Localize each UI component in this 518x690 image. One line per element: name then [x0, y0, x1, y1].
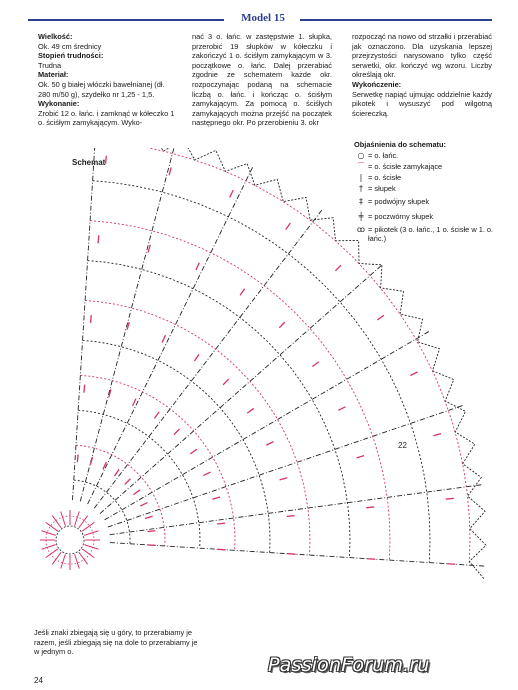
stitch-line: [377, 315, 384, 320]
stitch-line: [196, 263, 199, 270]
stitch-line: [174, 429, 180, 435]
finishing-column: [352, 32, 492, 118]
stitch-line: [169, 168, 171, 176]
center-ring: [56, 526, 84, 554]
stitch-line: [82, 522, 94, 531]
stitch-line: [84, 531, 98, 536]
stitch-line: [266, 442, 273, 445]
stitch-line: [133, 399, 136, 406]
stitch-line: [190, 449, 197, 454]
stitch-line: [433, 434, 441, 436]
spoke-line: [105, 332, 429, 520]
stitch-line: [366, 507, 374, 508]
chain-stitch-icon: ○: [357, 151, 365, 160]
legend-item-text: = o. ścisłe zamykające: [368, 162, 443, 171]
stitch-line: [115, 469, 120, 476]
stitch-line: [77, 454, 78, 462]
legend-item: [354, 162, 494, 171]
stitch-line: [140, 503, 147, 506]
stitch-line: [52, 552, 61, 564]
legend-item-text: = poczwórny słupek: [368, 212, 434, 221]
stitch-line: [212, 497, 220, 499]
stitch-line: [75, 511, 80, 525]
treble-crochet-icon: ‡: [359, 197, 363, 206]
stitch-line: [247, 408, 254, 413]
stitch-line: [230, 190, 233, 197]
slip-stitch-icon: ⌒: [357, 162, 365, 171]
legend-item-text: = pikotek (3 o. łańc., 1 o. ścisłe w 1. o. łańc.): [368, 225, 494, 243]
stitch-line: [218, 549, 226, 550]
stitch-line: [287, 516, 295, 517]
stitch-line: [82, 549, 94, 558]
model-title: Model 15: [241, 12, 285, 24]
page-number: 24: [34, 676, 43, 685]
stitch-line: [312, 362, 319, 367]
stitch-line: [61, 511, 66, 525]
stitch-line: [84, 385, 85, 393]
material-label: Materiał:: [38, 70, 69, 80]
chain-arc: [88, 261, 350, 558]
stitch-line: [148, 531, 156, 532]
stitch-line: [446, 498, 454, 499]
finishing-label: Wykończenie:: [352, 79, 402, 89]
stitch-line: [203, 472, 210, 475]
stitch-line: [217, 523, 225, 524]
double-crochet-icon: †: [359, 184, 363, 193]
spoke-line: [108, 406, 463, 527]
note-text: Jeśli znaki zbiegają się u góry, to przerabiamy je razem, jeśli zbiegają się na dole to przerabiamy je w jednym o.: [34, 628, 198, 657]
legend-item-text: = słupek: [368, 184, 396, 193]
stitch-line: [75, 554, 80, 568]
difficulty-label: Stopień trudności:: [38, 51, 104, 61]
stitch-line: [288, 554, 296, 555]
instructions-continued: nać 3 o. łańc. w zastępstwie 1. słupka, przerobić 19 słupków w kółeczku i zakończyć 1 o. ściśłym zamykającym w 3. początkowe o. łańc. Dalej przerabiać zgodnie ze schematem każde okr. rozpoczynając podaną na schemacie liczbą o. łańc. i kończąc o. ściśłym zamykającym. Za pomocą o. ściśłych zamykających można przejść na początek następnego okr. Po przerobieniu 3. okr: [192, 32, 332, 128]
stitch-line: [106, 156, 107, 164]
chart-label: Schemat: [72, 158, 106, 167]
legend-item-text: = o. łańc.: [368, 151, 399, 160]
picot-icon: ꝏ: [356, 225, 366, 234]
spoke-line: [110, 485, 482, 535]
instructions-label: Wykonanie:: [38, 99, 80, 109]
legend-item: [354, 212, 494, 221]
spoke-line: [100, 266, 381, 514]
spoke-line: [88, 167, 253, 504]
stitch-line: [356, 456, 364, 458]
info-column: [38, 32, 178, 128]
legend-item: [354, 197, 494, 206]
header-rule-left: [28, 19, 224, 21]
stitch-line: [91, 315, 92, 323]
legend-title: Objaśnienia do schematu:: [354, 140, 446, 149]
stitch-line: [367, 559, 375, 560]
stitch-line: [194, 354, 199, 361]
stitch-line: [154, 412, 159, 419]
stitch-line: [145, 516, 153, 518]
stitch-line: [447, 564, 455, 565]
instructions-text: Zrobić 12 o. łańc. i zamknąć w kółeczko 1 o. ściśłym zamykającym. Wyko-: [38, 108, 175, 128]
legend-item-text: = podwójny słupek: [368, 197, 430, 206]
legend-item: [354, 225, 494, 243]
stitch-line: [410, 372, 417, 375]
finishing-text: Serwetkę napiąć ujmując oddzielnie każdy pikotek i wysuszyć pod wilgotną ściereczką.: [352, 89, 492, 118]
instructions-column: [192, 32, 332, 128]
stitch-line: [125, 479, 131, 485]
stitch-line: [223, 379, 229, 385]
stitch-line: [46, 549, 58, 558]
round-number-label: 22: [398, 441, 407, 450]
stitch-line: [335, 265, 341, 271]
quad-treble-icon: ╪: [358, 212, 364, 221]
material-text: Ok. 50 g białej włóczki bawełnianej (dł. 280 m/50 g), szydełko nr 1,25 - 1,5.: [38, 79, 165, 99]
stitch-line: [148, 545, 156, 546]
instructions-end: rozpocząć na nowo od strzałki i przerabiać jak oznaczono. Dla uzyskania lepszej przejrzystości narysowano tylko część serwetki, okr. kończyć wg wzoru. Liczby określają okr.: [352, 32, 492, 80]
size-label: Wielkość:: [38, 32, 73, 41]
chain-arc: [90, 221, 390, 560]
stitch-line: [280, 478, 288, 480]
spoke-line: [94, 210, 322, 508]
stitch-line: [79, 516, 88, 528]
stitch-line: [162, 335, 165, 342]
single-crochet-icon: |: [359, 173, 363, 182]
stitch-line: [338, 407, 345, 410]
legend-item: [354, 173, 494, 182]
stitch-line: [46, 522, 58, 531]
stitch-line: [286, 223, 291, 230]
stitch-line: [41, 545, 55, 550]
stitch-line: [240, 289, 245, 296]
stitch-line: [84, 545, 98, 550]
legend-item-text: = o. ścisłe: [368, 173, 402, 182]
stitch-line: [103, 462, 106, 469]
stitch-line: [61, 554, 66, 568]
spoke-line: [110, 543, 484, 567]
stitch-line: [133, 490, 140, 495]
legend: [354, 140, 494, 245]
size-text: Ok. 49 cm średnicy: [38, 41, 102, 51]
stitch-line: [79, 552, 88, 564]
stitch-line: [41, 531, 55, 536]
difficulty-text: Trudna: [38, 60, 62, 70]
stitch-line: [98, 235, 99, 243]
legend-item: [354, 151, 494, 160]
watermark: PassionForum.ru: [268, 654, 430, 676]
header-rule-right: [300, 19, 492, 21]
stitch-line: [52, 516, 61, 528]
stitch-line: [279, 322, 285, 328]
legend-item: [354, 184, 494, 193]
chain-arc: [80, 375, 235, 550]
